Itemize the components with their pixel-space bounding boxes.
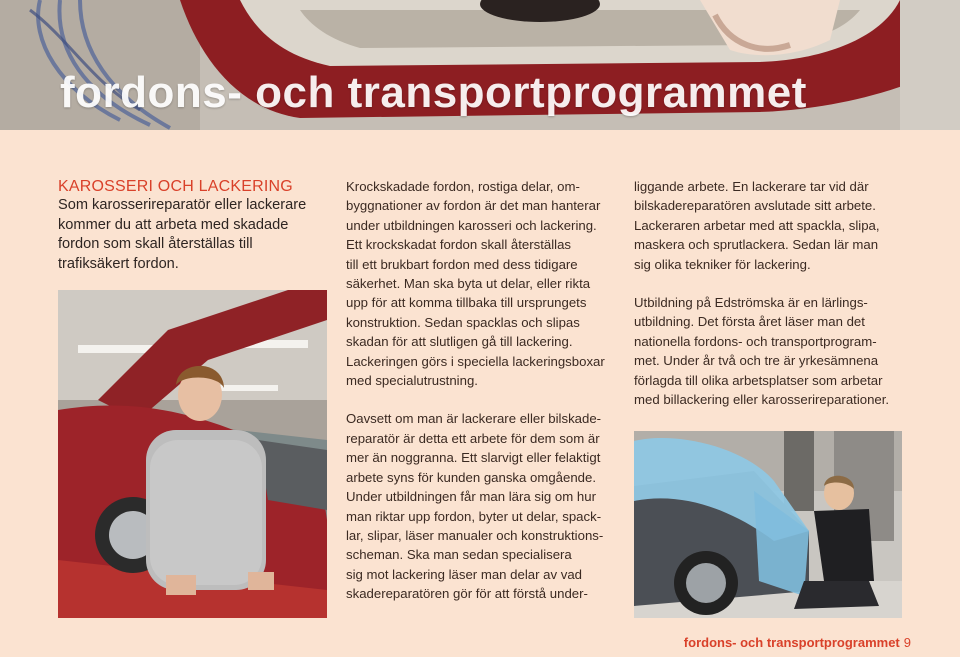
text-line: säkerhet. Man ska byta ut delar, eller rikta [346, 276, 591, 292]
text-line: Utbildning på Edströmska är en lärlings- [634, 295, 868, 311]
body-column-2 [346, 177, 616, 604]
text-line: byggnationer av fordon är det man hanterar [346, 198, 601, 214]
text-line: sig olika tekniker för lackering. [634, 256, 811, 272]
text-line: konstruktion. Sedan spacklas och slipas [346, 314, 580, 330]
text-line: under utbildningen karosseri och lackering. [346, 217, 597, 233]
text-line: Ett krockskadat fordon skall återställas [346, 237, 572, 253]
paragraph-1 [346, 177, 616, 390]
text-line: scheman. Ska man sedan specialisera [346, 547, 572, 563]
footer-title: fordons- och transportprogrammet [683, 635, 900, 650]
text-line: Lackeraren arbetar med att spackla, slipa, [634, 217, 880, 233]
text-line: Krockskadade fordon, rostiga delar, om- [346, 179, 580, 194]
page-title: fordons- och transportprogrammet [60, 68, 807, 117]
section-heading: KAROSSERI OCH LACKERING [58, 178, 293, 195]
text-line: liggande arbete. En lackerare tar vid där [634, 179, 869, 194]
text-line: met. Under år två och tre är yrkesämnena [634, 353, 879, 369]
paragraph-3 [634, 177, 909, 274]
paragraph-2 [346, 409, 616, 603]
text-line: sig mot lackering läser man delar av vad [346, 566, 583, 582]
text-line: bilskadereparatören avslutade sitt arbete. [634, 198, 876, 214]
text-line: lar, slipar, läser manualer och konstruktions- [346, 527, 604, 543]
text-line: man riktar upp fordon, byter ut delar, spack- [346, 508, 602, 524]
text-line: förlagda till olika arbetsplatser som arbetar [634, 372, 883, 388]
intro-block [58, 177, 323, 274]
text-line: mer än noggranna. Ett slarvigt eller felaktigt [346, 450, 601, 466]
text-line: med specialutrustning. [346, 373, 478, 389]
text-line: Lackeringen görs i speciella lackeringsboxar [346, 353, 605, 369]
page-footer [684, 635, 911, 650]
student-car-image [58, 290, 327, 618]
body-column-3 [634, 177, 909, 409]
masked-car-image [634, 431, 902, 618]
text-line: skadan för att slutligen gå till lackering. [346, 334, 573, 350]
photo-student-car [58, 290, 327, 618]
paragraph-4 [634, 293, 909, 409]
text-line: nationella fordons- och transportprogram- [634, 333, 877, 349]
text-line: Oavsett om man är lackerare eller bilskade- [346, 411, 602, 427]
text-line: reparatör är detta ett arbete för dem som är [346, 430, 600, 446]
text-line: skadereparatören gör för att förstå under- [346, 586, 588, 602]
hero-banner [0, 0, 960, 130]
text-line: Under utbildningen får man lära sig om hur [346, 489, 596, 505]
intro-text: Som karosserireparatör eller lackerare kommer du att arbeta med skadade fordon som skall återställas till trafiksäkert fordon. [58, 197, 307, 272]
text-line: utbildning. Det första året läser man det [634, 314, 865, 330]
page-number: 9 [903, 635, 911, 650]
text-line: upp för att komma tillbaka till ursprungets [346, 295, 587, 311]
text-line: maskera och sprutlackera. Sedan lär man [634, 237, 879, 253]
photo-masked-car [634, 431, 902, 618]
text-line: till ett brukbart fordon med dess tidigare [346, 256, 578, 272]
text-line: med billackering eller karosserireparationer. [634, 392, 890, 408]
text-line: arbete syns för kunden ganska omgående. [346, 469, 596, 485]
